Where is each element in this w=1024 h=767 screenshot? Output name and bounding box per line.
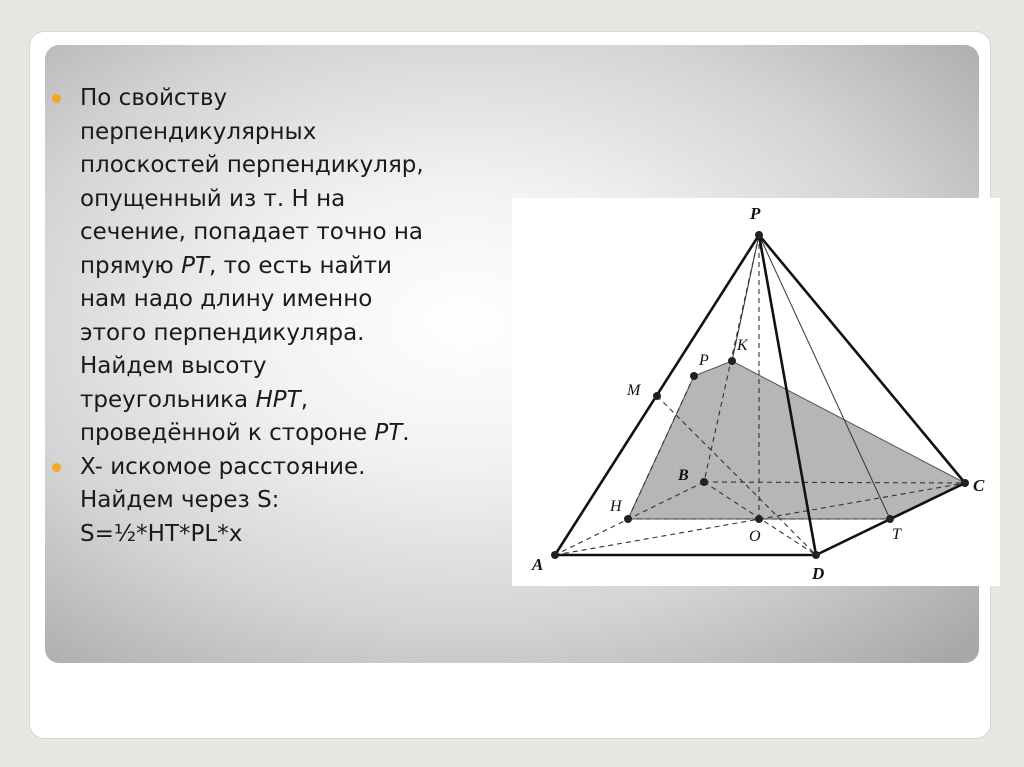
italic-term: HPT (255, 386, 301, 413)
text-line: Найдем через S: (80, 487, 280, 513)
pyramid-figure (512, 198, 1000, 586)
text-line: опущенный из т. Н на (80, 185, 346, 212)
point-T (886, 515, 894, 523)
text-line: плоскостей перпендикуляр, (80, 152, 424, 178)
point-D (812, 551, 820, 559)
point-B (700, 478, 708, 486)
italic-term: PT (181, 252, 210, 279)
text-line: X- искомое расстояние. (80, 453, 366, 480)
label-T: T (892, 526, 901, 543)
point-A (551, 551, 559, 559)
label-B: B (678, 467, 689, 484)
text-line: прямую PT, то есть найти (80, 252, 392, 279)
text-line: По свойству (80, 85, 228, 111)
text-line: сечение, попадает точно на (80, 219, 424, 245)
label-M: M (627, 382, 641, 399)
slide-text (52, 82, 512, 551)
text-line: перпендикулярных (80, 118, 317, 145)
text-line: треугольника HPT, (80, 386, 308, 413)
point-C (961, 479, 969, 487)
point-K (728, 357, 736, 365)
label-H: H (610, 498, 622, 515)
label-K: K (737, 337, 748, 354)
bullet-dot-icon (52, 463, 61, 472)
text-line: Найдем высоту (80, 353, 267, 379)
italic-term: PT (374, 420, 403, 446)
label-C: C (973, 476, 985, 495)
bullet-item-2 (52, 451, 512, 552)
text-line: этого перпендикуляра. (80, 319, 365, 346)
point-P (755, 231, 763, 239)
point-M (653, 392, 661, 400)
label-D: D (812, 564, 825, 583)
text-line: нам надо длину именно (80, 286, 373, 312)
label-O: O (749, 528, 761, 545)
pyramid-diagram (512, 198, 1000, 586)
point-O (755, 515, 763, 523)
label-A: A (532, 555, 544, 574)
bullet-item-1 (52, 82, 512, 451)
text-line: S=½*HT*PL*x (80, 520, 243, 547)
text-line: проведённой к стороне PT. (80, 420, 410, 446)
point-P-mid (690, 372, 698, 380)
label-P-mid: P (699, 352, 709, 369)
bullet-dot-icon (52, 94, 61, 103)
point-H (624, 515, 632, 523)
label-P: P (750, 204, 761, 223)
